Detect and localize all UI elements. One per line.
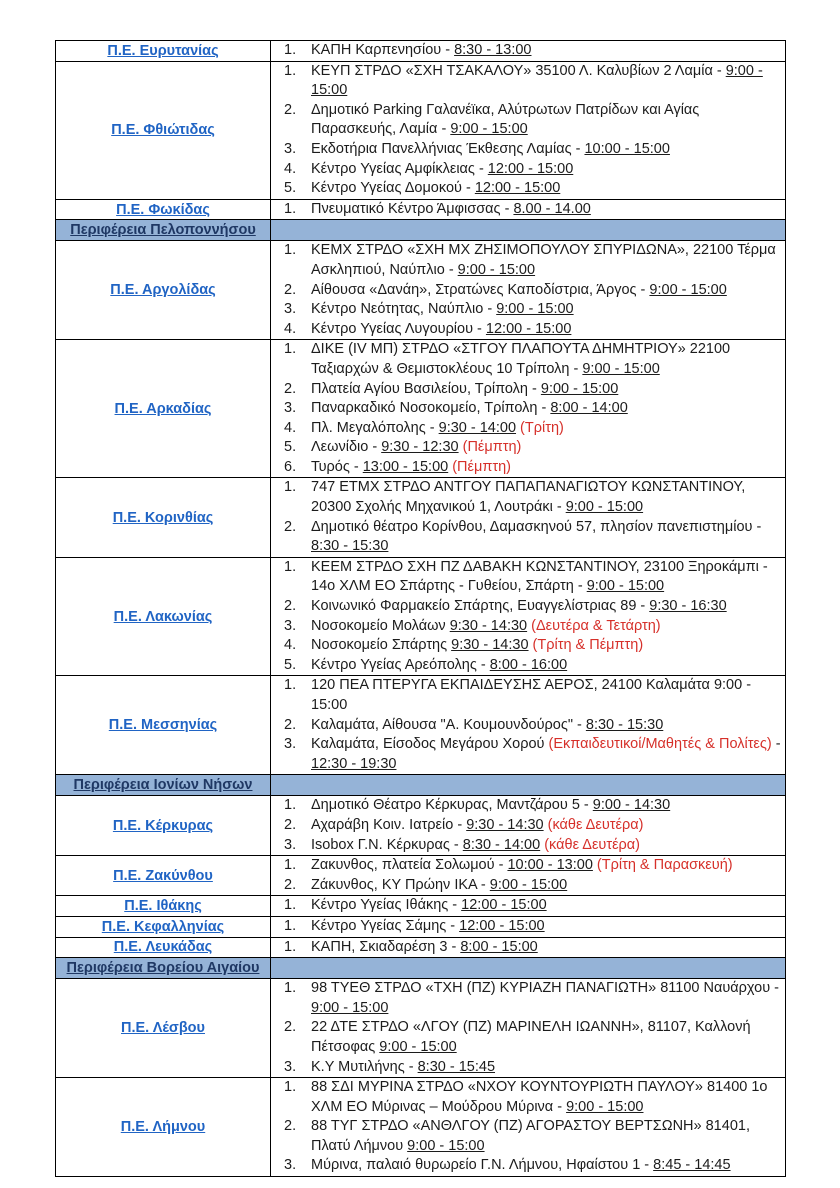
- location-text: Νοσοκομείο Σπάρτης: [311, 637, 452, 654]
- location-text: Κ.Υ Μυτιλήνης -: [311, 1058, 418, 1075]
- locations-cell: [271, 1078, 786, 1177]
- location-item: [271, 716, 785, 736]
- opening-hours-text: 12:00 - 15:00: [459, 917, 545, 934]
- item-number: 2.: [284, 1118, 297, 1135]
- region-row: [56, 979, 786, 1078]
- location-text: ΔΙΚΕ (IV ΜΠ) ΣΤΡΔΟ «ΣΤΓΟΥ ΠΛΑΠΟΥΤΑ ΔΗΜΗΤΡΙΟΥ» 22100 Ταξιαρχών & Θεμιστοκλέους 10 Τρίπολη -: [311, 341, 731, 377]
- section-header-cell: [56, 775, 271, 796]
- item-number: 4.: [284, 320, 297, 337]
- opening-hours-text: 10:00 - 13:00: [507, 857, 593, 874]
- location-item: [271, 300, 785, 320]
- item-number: 3.: [284, 617, 297, 634]
- section-header-empty-cell: [271, 220, 786, 241]
- locations-cell: [271, 916, 786, 937]
- day-annotation-text: (Πέμπτη): [448, 458, 511, 475]
- schedule-table-body: [56, 41, 786, 1177]
- location-text: Μύρινα, παλαιό θυρωρείο Γ.Ν. Λήμνου, Ηφαίστου 1 -: [311, 1157, 654, 1174]
- day-annotation-text: (Πέμπτη): [458, 439, 522, 456]
- item-number: 5.: [284, 439, 297, 456]
- opening-hours-text: 8.00 - 14.00: [513, 200, 591, 217]
- region-name-cell: [56, 796, 271, 856]
- opening-hours-text: 9:30 - 12:30: [381, 439, 459, 456]
- opening-hours-text: 8:30 - 15:30: [585, 716, 664, 733]
- item-number: 2.: [284, 716, 297, 733]
- item-number: 2.: [284, 518, 297, 535]
- location-text: 98 ΤΥΕΘ ΣΤΡΔΟ «ΤΧΗ (ΠΖ) ΚΥΡΙΑΖΗ ΠΑΝΑΓΙΩΤΗ» 81100 Ναυάρχου -: [311, 980, 780, 997]
- location-text: 22 ΔΤΕ ΣΤΡΔΟ «ΛΓΟΥ (ΠΖ) ΜΑΡΙΝΕΛΗ ΙΩΑΝΝΗ», 81107, Καλλονή Πέτσοφας: [311, 1019, 751, 1055]
- item-number: 1.: [284, 200, 297, 217]
- opening-hours-text: 8:30 - 15:45: [417, 1058, 496, 1075]
- locations-cell: [271, 199, 786, 220]
- location-item: [271, 676, 785, 715]
- location-text: Πλατεία Αγίου Βασιλείου, Τρίπολη -: [311, 380, 541, 397]
- opening-hours-text: 9:00 - 15:00: [457, 261, 536, 278]
- opening-hours-text: 9:00 - 15:00: [496, 301, 574, 318]
- opening-hours-text: 8:30 - 15:30: [311, 538, 389, 555]
- location-item: [271, 597, 785, 617]
- location-text: Κέντρο Υγείας Αμφίκλειας -: [311, 160, 488, 177]
- location-item: [271, 179, 785, 199]
- region-name-cell: [56, 478, 271, 557]
- item-number: 1.: [284, 558, 297, 575]
- opening-hours-text: 9:00 - 15:00: [565, 499, 644, 516]
- location-item: [271, 979, 785, 1018]
- region-name-link[interactable]: Π.Ε. Κέρκυρας: [112, 817, 214, 834]
- location-text: Ζάκυνθος, ΚΥ Πρώην ΙΚΑ -: [311, 876, 490, 893]
- item-number: 1.: [284, 980, 297, 997]
- locations-cell: [271, 61, 786, 199]
- section-header-row: [56, 775, 786, 796]
- day-annotation-text: (Τρίτη): [516, 419, 564, 436]
- item-number: 1.: [284, 857, 297, 874]
- region-name-cell: [56, 896, 271, 917]
- region-name-link[interactable]: Π.Ε. Ζακύνθου: [113, 867, 213, 884]
- item-number: 1.: [284, 1079, 297, 1096]
- location-text: 88 ΤΥΓ ΣΤΡΔΟ «ΑΝΘΛΓΟΥ (ΠΖ) ΑΓΟΡΑΣΤΟΥ ΒΕΡΤΣΩΝΗ» 81401, Πλατύ Λήμνου: [311, 1118, 750, 1154]
- opening-hours-text: 9:30 - 14:30: [449, 617, 528, 634]
- opening-hours-text: 12:00 - 15:00: [474, 180, 561, 197]
- opening-hours-text: 9:30 - 16:30: [649, 598, 727, 615]
- location-item: [271, 399, 785, 419]
- region-name-link[interactable]: Π.Ε. Ευρυτανίας: [107, 42, 219, 59]
- section-title-link[interactable]: Περιφέρεια Βορείου Αιγαίου: [66, 959, 260, 976]
- location-text: ΚΕΜΧ ΣΤΡΔΟ «ΣΧΗ ΜΧ ΖΗΣΙΜΟΠΟΥΛΟΥ ΣΠΥΡΙΔΩΝΑ», 22100 Τέρμα Ασκληπιού, Ναύπλιο -: [311, 242, 776, 278]
- opening-hours-text: 9:00 - 15:00: [540, 380, 619, 397]
- item-number: 2.: [284, 816, 297, 833]
- item-number: 5.: [284, 180, 297, 197]
- region-name-link[interactable]: Π.Ε. Ιθάκης: [124, 898, 202, 915]
- location-item: [271, 320, 785, 340]
- region-row: [56, 241, 786, 340]
- opening-hours-text: 9:30 - 14:30: [466, 816, 544, 833]
- region-name-link[interactable]: Π.Ε. Λευκάδας: [113, 939, 213, 956]
- region-name-link[interactable]: Π.Ε. Αργολίδας: [110, 282, 216, 299]
- region-name-cell: [56, 979, 271, 1078]
- opening-hours-text: 9:00 - 15:00: [586, 578, 665, 595]
- opening-hours-text: 9:00 - 15:00: [489, 876, 568, 893]
- region-name-cell: [56, 676, 271, 775]
- region-name-cell: [56, 1078, 271, 1177]
- location-text: Πνευματικό Κέντρο Άμφισσας -: [311, 200, 514, 217]
- day-annotation-text: (κάθε Δευτέρα): [540, 836, 640, 853]
- item-number: 2.: [284, 380, 297, 397]
- location-text: Ζακυνθος, πλατεία Σολωμού -: [311, 857, 508, 874]
- region-name-cell: [56, 61, 271, 199]
- location-item: [271, 917, 785, 937]
- opening-hours-text: 9:30 - 14:00: [438, 419, 517, 436]
- location-text: Κέντρο Υγείας Ιθάκης -: [311, 897, 462, 914]
- location-item: [271, 836, 785, 856]
- opening-hours-text: 12:00 - 15:00: [487, 160, 574, 177]
- location-item: [271, 140, 785, 160]
- location-item: [271, 1058, 785, 1078]
- location-item: [271, 876, 785, 896]
- item-number: 1.: [284, 917, 297, 934]
- locations-cell: [271, 676, 786, 775]
- opening-hours-text: 8:00 - 14:00: [550, 400, 628, 417]
- vaccination-schedule-table: [55, 40, 786, 1177]
- locations-cell: [271, 241, 786, 340]
- opening-hours-text: 13:00 - 15:00: [362, 458, 449, 475]
- location-text: Isobox Γ.Ν. Κέρκυρας -: [311, 836, 463, 853]
- region-row: [56, 61, 786, 199]
- location-text: Κέντρο Υγείας Αρεόπολης -: [311, 656, 490, 673]
- item-number: 3.: [284, 400, 297, 417]
- region-row: [56, 676, 786, 775]
- location-item: [271, 419, 785, 439]
- item-number: 3.: [284, 1157, 297, 1174]
- section-header-row: [56, 958, 786, 979]
- location-item: [271, 1018, 785, 1057]
- day-annotation-text: (Τρίτη & Παρασκευή): [592, 857, 733, 874]
- region-name-cell: [56, 41, 271, 62]
- location-item: [271, 636, 785, 656]
- day-annotation-text: (Δευτέρα & Τετάρτη): [527, 617, 661, 634]
- item-number: 1.: [284, 62, 297, 79]
- opening-hours-text: 8:30 - 14:00: [462, 836, 541, 853]
- location-item: [271, 438, 785, 458]
- location-text: Δημοτικό θέατρο Κορίνθου, Δαμασκηνού 57, πλησίον πανεπιστημίου -: [311, 518, 762, 535]
- item-number: 2.: [284, 598, 297, 615]
- location-text: Αίθουσα «Δανάη», Στρατώνες Καποδίστρια, Άργος -: [311, 281, 650, 298]
- locations-cell: [271, 896, 786, 917]
- location-item: [271, 41, 785, 61]
- region-name-cell: [56, 340, 271, 478]
- opening-hours-text: 9:00 - 15:00: [450, 121, 528, 138]
- opening-hours-text: 12:00 - 15:00: [461, 897, 547, 914]
- opening-hours-text: 9:00 - 14:30: [592, 797, 671, 814]
- location-text: Παναρκαδικό Νοσοκομείο, Τρίπολη -: [311, 400, 551, 417]
- locations-cell: [271, 41, 786, 62]
- item-number: 2.: [284, 1019, 297, 1036]
- region-name-link[interactable]: Π.Ε. Λέσβου: [121, 1020, 205, 1037]
- locations-cell: [271, 796, 786, 856]
- location-item: [271, 1078, 785, 1117]
- location-item: [271, 518, 785, 557]
- location-item: [271, 458, 785, 478]
- location-text: ΚΕΕΜ ΣΤΡΔΟ ΣΧΗ ΠΖ ΔΑΒΑΚΗ ΚΩΝΣΤΑΝΤΙΝΟΥ, 23100 Ξηροκάμπι - 14ο ΧΛΜ ΕΟ Σπάρτης - Γυθείου, Σπάρτη -: [311, 558, 768, 595]
- item-number: 3.: [284, 1058, 297, 1075]
- schedule-document: [55, 40, 786, 1177]
- opening-hours-text: 12:30 - 19:30: [311, 755, 397, 772]
- location-text: ΚΑΠΗ, Σκιαδαρέση 3 -: [311, 938, 461, 955]
- region-row: [56, 41, 786, 62]
- item-number: 4.: [284, 160, 297, 177]
- item-number: 1.: [284, 897, 297, 914]
- item-number: 3.: [284, 836, 297, 853]
- item-number: 1.: [284, 479, 297, 496]
- item-number: 4.: [284, 419, 297, 436]
- location-item: [271, 856, 785, 876]
- opening-hours-text: 8:00 - 16:00: [489, 656, 568, 673]
- location-text: -: [771, 736, 781, 753]
- region-name-link[interactable]: Π.Ε. Αρκαδίας: [114, 400, 212, 417]
- opening-hours-text: 9:00 - 15:00: [407, 1137, 485, 1154]
- location-text: ΚΕΥΠ ΣΤΡΔΟ «ΣΧΗ ΤΣΑΚΑΛΟΥ» 35100 Λ. Καλυβίων 2 Λαμία -: [311, 62, 726, 79]
- location-text: Αχαράβη Κοιν. Ιατρείο -: [311, 816, 467, 833]
- location-text: Τυρός -: [311, 458, 363, 475]
- locations-cell: [271, 557, 786, 676]
- location-item: [271, 617, 785, 637]
- location-text: ΚΑΠΗ Καρπενησίου -: [311, 42, 455, 58]
- location-item: [271, 281, 785, 301]
- opening-hours-text: 9:00 - 15:00: [311, 62, 763, 99]
- region-row: [56, 937, 786, 958]
- region-name-link[interactable]: Π.Ε. Λακωνίας: [113, 608, 213, 625]
- location-item: [271, 1117, 785, 1156]
- location-text: Καλαμάτα, Είσοδος Μεγάρου Χορού: [311, 736, 549, 753]
- region-row: [56, 796, 786, 856]
- opening-hours-text: 12:00 - 15:00: [485, 320, 572, 337]
- region-name-cell: [56, 199, 271, 220]
- section-header-cell: [56, 958, 271, 979]
- location-text: Δημοτικό Parking Γαλανέϊκα, Αλύτρωτων Πατρίδων και Αγίας Παρασκευής, Λαμία -: [311, 101, 700, 138]
- location-item: [271, 735, 785, 774]
- region-row: [56, 1078, 786, 1177]
- day-annotation-text: (κάθε Δευτέρα): [543, 816, 644, 833]
- item-number: 4.: [284, 637, 297, 654]
- section-header-cell: [56, 220, 271, 241]
- opening-hours-text: 9:00 - 15:00: [566, 1098, 644, 1115]
- section-header-row: [56, 220, 786, 241]
- section-header-empty-cell: [271, 958, 786, 979]
- opening-hours-text: 9:00 - 15:00: [311, 999, 389, 1016]
- region-name-cell: [56, 557, 271, 676]
- item-number: 1.: [284, 677, 297, 694]
- region-name-link[interactable]: Π.Ε. Κορινθίας: [112, 509, 214, 526]
- location-item: [271, 62, 785, 101]
- item-number: 2.: [284, 876, 297, 893]
- item-number: 5.: [284, 656, 297, 673]
- region-row: [56, 340, 786, 478]
- opening-hours-text: 9:00 - 15:00: [649, 281, 727, 298]
- day-annotation-text: (Εκπαιδευτικοί/Μαθητές & Πολίτες): [548, 736, 772, 753]
- location-text: Κέντρο Υγείας Λυγουρίου -: [311, 320, 486, 337]
- locations-cell: [271, 478, 786, 557]
- location-item: [271, 380, 785, 400]
- location-item: [271, 160, 785, 180]
- opening-hours-text: 9:30 - 14:30: [451, 637, 529, 654]
- location-item: [271, 896, 785, 916]
- region-name-link[interactable]: Π.Ε. Μεσσηνίας: [108, 717, 218, 734]
- item-number: 3.: [284, 140, 297, 157]
- region-name-link[interactable]: Π.Ε. Φθιώτιδας: [111, 122, 215, 139]
- location-text: Λεωνίδιο -: [311, 439, 382, 456]
- day-annotation-text: (Τρίτη & Πέμπτη): [528, 637, 644, 654]
- location-item: [271, 241, 785, 280]
- location-item: [271, 558, 785, 597]
- opening-hours-text: 8:45 - 14:45: [653, 1157, 731, 1174]
- region-row: [56, 896, 786, 917]
- location-text: Πλ. Μεγαλόπολης -: [311, 419, 439, 436]
- region-row: [56, 199, 786, 220]
- section-title-link[interactable]: Περιφέρεια Πελοποννήσου: [70, 221, 256, 238]
- locations-cell: [271, 937, 786, 958]
- locations-cell: [271, 979, 786, 1078]
- region-name-cell: [56, 937, 271, 958]
- location-text: 120 ΠΕΑ ΠΤΕΡΥΓΑ ΕΚΠΑΙΔΕΥΣΗΣ ΑΕΡΟΣ, 24100 Καλαμάτα 9:00 - 15:00: [311, 677, 752, 713]
- region-name-link[interactable]: Π.Ε. Κεφαλληνίας: [101, 918, 225, 935]
- item-number: 3.: [284, 736, 297, 753]
- opening-hours-text: 10:00 - 15:00: [584, 140, 670, 157]
- locations-cell: [271, 856, 786, 896]
- opening-hours-text: 8:00 - 15:00: [460, 938, 538, 955]
- item-number: 6.: [284, 458, 297, 475]
- item-number: 1.: [284, 42, 297, 58]
- location-text: Δημοτικό Θέατρο Κέρκυρας, Μαντζάρου 5 -: [311, 797, 593, 814]
- section-title-link[interactable]: Περιφέρεια Ιονίων Νήσων: [73, 776, 253, 793]
- opening-hours-text: 9:00 - 15:00: [379, 1038, 457, 1055]
- region-name-cell: [56, 916, 271, 937]
- location-text: Κοινωνικό Φαρμακείο Σπάρτης, Ευαγγελίστριας 89 -: [311, 598, 650, 615]
- region-row: [56, 856, 786, 896]
- item-number: 1.: [284, 938, 297, 955]
- location-text: Κέντρο Υγείας Δομοκού -: [311, 180, 475, 197]
- location-item: [271, 200, 785, 220]
- location-item: [271, 478, 785, 517]
- item-number: 3.: [284, 301, 297, 318]
- item-number: 2.: [284, 101, 297, 118]
- item-number: 2.: [284, 281, 297, 298]
- opening-hours-text: 8:30 - 13:00: [454, 42, 532, 58]
- location-item: [271, 656, 785, 676]
- region-name-link[interactable]: Π.Ε. Λήμνου: [120, 1119, 206, 1136]
- location-text: 88 ΣΔΙ ΜΥΡΙΝΑ ΣΤΡΔΟ «ΝΧΟΥ ΚΟΥΝΤΟΥΡΙΩΤΗ ΠΑΥΛΟΥ» 81400 1ο ΧΛΜ ΕΟ Μύρινας – Μούδρου Μύρινα -: [311, 1079, 768, 1115]
- location-item: [271, 101, 785, 140]
- opening-hours-text: 9:00 - 15:00: [582, 360, 660, 377]
- region-row: [56, 916, 786, 937]
- location-item: [271, 816, 785, 836]
- region-name-link[interactable]: Π.Ε. Φωκίδας: [116, 201, 210, 218]
- location-text: Κέντρο Υγείας Σάμης -: [311, 917, 460, 934]
- location-text: Καλαμάτα, Αίθουσα "Α. Κουμουνδούρος" -: [311, 716, 586, 733]
- location-text: 747 ΕΤΜΧ ΣΤΡΔΟ ΑΝΤΓΟΥ ΠΑΠΑΠΑΝΑΓΙΩΤΟΥ ΚΩΝΣΤΑΝΤΙΝΟΥ, 20300 Σχολής Μηχανικού 1, Λουτράκι -: [311, 479, 746, 516]
- location-item: [271, 796, 785, 816]
- location-text: Εκδοτήρια Πανελλήνιας Έκθεσης Λαμίας -: [311, 140, 585, 157]
- item-number: 1.: [284, 797, 297, 814]
- location-item: [271, 938, 785, 958]
- location-item: [271, 1156, 785, 1176]
- location-text: Κέντρο Νεότητας, Ναύπλιο -: [311, 301, 497, 318]
- item-number: 1.: [284, 341, 297, 358]
- region-row: [56, 478, 786, 557]
- location-item: [271, 340, 785, 379]
- region-name-cell: [56, 856, 271, 896]
- location-text: Νοσοκομείο Μολάων: [311, 617, 450, 634]
- locations-cell: [271, 340, 786, 478]
- item-number: 1.: [284, 242, 297, 259]
- region-row: [56, 557, 786, 676]
- section-header-empty-cell: [271, 775, 786, 796]
- region-name-cell: [56, 241, 271, 340]
